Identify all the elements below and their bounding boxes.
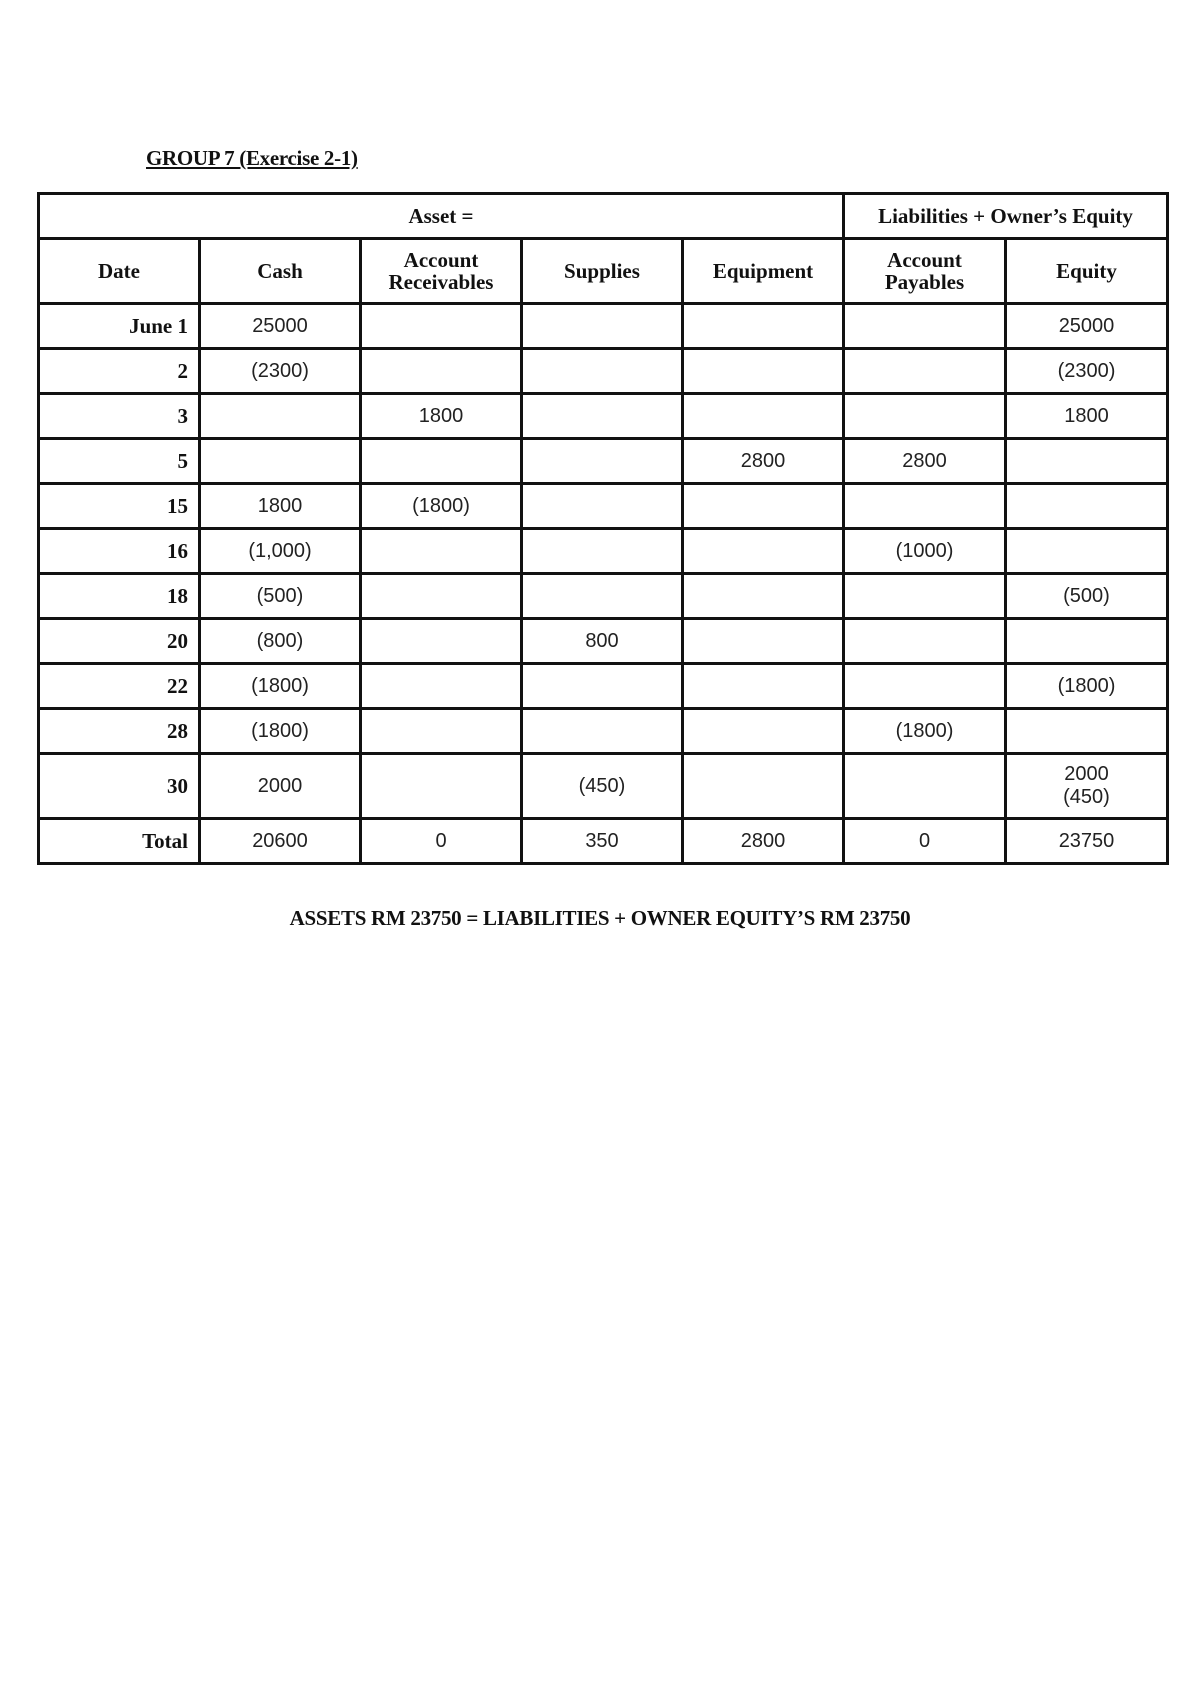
equity-cell [1006, 484, 1168, 529]
group-header-row [39, 194, 1168, 239]
payables-column-header: Account Payables [844, 239, 1006, 304]
equity-cell: 1800 [1006, 394, 1168, 439]
supplies-column-header: Supplies [522, 239, 683, 304]
assets-group-header: Asset = [39, 194, 844, 239]
equity-cell [1006, 709, 1168, 754]
supplies-cell [522, 664, 683, 709]
payables-cell [844, 574, 1006, 619]
receivables-total: 0 [361, 819, 522, 864]
supplies-cell [522, 709, 683, 754]
equipment-cell [683, 574, 844, 619]
table-row [39, 574, 1168, 619]
equity-cell [1006, 529, 1168, 574]
payables-cell [844, 304, 1006, 349]
cash-cell: 1800 [200, 484, 361, 529]
date-cell: 5 [39, 439, 200, 484]
receivables-cell [361, 664, 522, 709]
date-cell: 2 [39, 349, 200, 394]
date-cell: 22 [39, 664, 200, 709]
date-column-header: Date [39, 239, 200, 304]
cash-cell: (800) [200, 619, 361, 664]
date-cell: 30 [39, 754, 200, 819]
receivables-cell: 1800 [361, 394, 522, 439]
supplies-cell [522, 574, 683, 619]
equity-cell: (2300) [1006, 349, 1168, 394]
receivables-cell: (1800) [361, 484, 522, 529]
total-row [39, 819, 1168, 864]
payables-cell [844, 484, 1006, 529]
cash-column-header: Cash [200, 239, 361, 304]
receivables-cell [361, 574, 522, 619]
receivables-cell [361, 709, 522, 754]
equity-cell: 25000 [1006, 304, 1168, 349]
table-row [39, 484, 1168, 529]
date-cell: 18 [39, 574, 200, 619]
equipment-cell [683, 304, 844, 349]
accounting-equation-summary: ASSETS RM 23750 = LIABILITIES + OWNER EQUITY’S RM 23750 [289, 906, 911, 930]
equity-cell: (1800) [1006, 664, 1168, 709]
date-cell: 3 [39, 394, 200, 439]
receivables-cell [361, 304, 522, 349]
cash-cell: (1800) [200, 709, 361, 754]
receivables-cell [361, 754, 522, 819]
date-cell: 16 [39, 529, 200, 574]
payables-cell [844, 754, 1006, 819]
equipment-cell [683, 349, 844, 394]
equity-cell [1006, 754, 1168, 819]
table-row [39, 304, 1168, 349]
supplies-total: 350 [522, 819, 683, 864]
table-row [39, 439, 1168, 484]
table-row [39, 529, 1168, 574]
receivables-cell [361, 349, 522, 394]
cash-cell [200, 439, 361, 484]
payables-cell: (1800) [844, 709, 1006, 754]
table-row [39, 619, 1168, 664]
supplies-cell [522, 304, 683, 349]
receivables-cell [361, 439, 522, 484]
equipment-cell [683, 394, 844, 439]
accounting-equation-table [37, 192, 1169, 865]
payables-cell [844, 619, 1006, 664]
cash-cell: (1,000) [200, 529, 361, 574]
equipment-cell [683, 709, 844, 754]
equipment-cell [683, 484, 844, 529]
supplies-cell [522, 439, 683, 484]
supplies-cell [522, 484, 683, 529]
payables-cell: (1000) [844, 529, 1006, 574]
equity-cell [1006, 439, 1168, 484]
equity-cell [1006, 619, 1168, 664]
table-row [39, 754, 1168, 819]
equipment-cell [683, 754, 844, 819]
equity-cell-line: (450) [1063, 786, 1110, 808]
equipment-cell [683, 664, 844, 709]
payables-cell [844, 349, 1006, 394]
equipment-cell [683, 529, 844, 574]
supplies-cell [522, 529, 683, 574]
date-cell: 15 [39, 484, 200, 529]
equity-cell: (500) [1006, 574, 1168, 619]
equipment-cell: 2800 [683, 439, 844, 484]
receivables-column-header: Account Receivables [361, 239, 522, 304]
total-label: Total [39, 819, 200, 864]
supplies-cell [522, 394, 683, 439]
supplies-cell [522, 349, 683, 394]
equity-column-header: Equity [1006, 239, 1168, 304]
equity-cell-line: 2000 [1064, 763, 1109, 785]
equipment-column-header: Equipment [683, 239, 844, 304]
cash-total: 20600 [200, 819, 361, 864]
supplies-cell: 800 [522, 619, 683, 664]
date-cell: 20 [39, 619, 200, 664]
cash-cell: 25000 [200, 304, 361, 349]
cash-cell: (500) [200, 574, 361, 619]
payables-cell [844, 664, 1006, 709]
equipment-cell [683, 619, 844, 664]
cash-cell: 2000 [200, 754, 361, 819]
liabilities-equity-group-header: Liabilities + Owner’s Equity [844, 194, 1168, 239]
equipment-total: 2800 [683, 819, 844, 864]
cash-cell: (2300) [200, 349, 361, 394]
cash-cell [200, 394, 361, 439]
table-row [39, 394, 1168, 439]
payables-cell [844, 394, 1006, 439]
equity-total: 23750 [1006, 819, 1168, 864]
payables-cell: 2800 [844, 439, 1006, 484]
column-header-row [39, 239, 1168, 304]
receivables-cell [361, 529, 522, 574]
receivables-cell [361, 619, 522, 664]
date-cell: 28 [39, 709, 200, 754]
cash-cell: (1800) [200, 664, 361, 709]
table-row [39, 349, 1168, 394]
date-cell: June 1 [39, 304, 200, 349]
table-row [39, 664, 1168, 709]
table-row [39, 709, 1168, 754]
payables-total: 0 [844, 819, 1006, 864]
supplies-cell: (450) [522, 754, 683, 819]
page-title: GROUP 7 (Exercise 2-1) [146, 146, 358, 170]
